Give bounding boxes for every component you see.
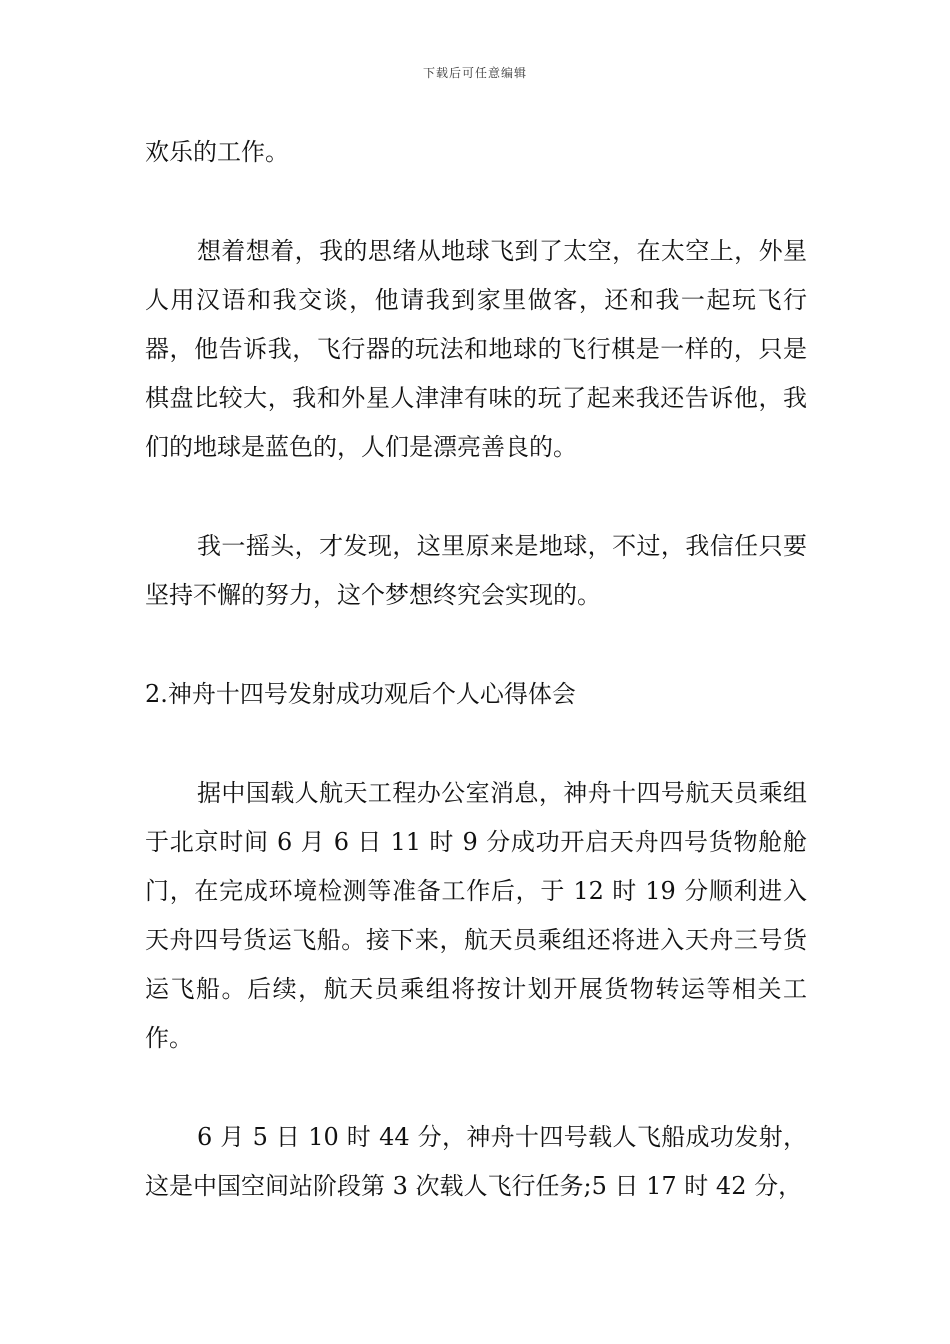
paragraph-launch-info: 6 月 5 日 10 时 44 分，神舟十四号载人飞船成功发射，这是中国空间站阶段第 3 次载人飞行任务;5 日 17 时 42 分， <box>145 1123 807 1200</box>
paragraph-wake-up: 我一摇头，才发现，这里原来是地球，不过，我信任只要坚持不懈的努力，这个梦想终究会实现的。 <box>145 532 807 609</box>
paragraph-space-dream: 想着想着，我的思绪从地球飞到了太空，在太空上，外星人用汉语和我交谈，他请我到家里做客，还和我一起玩飞行器，他告诉我，飞行器的玩法和地球的飞行棋是一样的，只是棋盘比较大，我和外星人津津有味的玩了起来我还告诉他，我们的地球是蓝色的，人们是漂亮善良的。 <box>145 237 807 461</box>
section-heading: 2.神舟十四号发射成功观后个人心得体会 <box>145 680 576 708</box>
page-header: 下载后可任意编辑 <box>422 66 527 80</box>
document-body <box>145 128 807 1211</box>
paragraph-continuation: 欢乐的工作。 <box>145 138 289 166</box>
paragraph-news-report: 据中国载人航天工程办公室消息，神舟十四号航天员乘组于北京时间 6 月 6 日 11 时 9 分成功开启天舟四号货物舱舱门，在完成环境检测等准备工作后，于 12 时 19 分顺利进入天舟四号货运飞船。接下来，航天员乘组还将进入天舟三号货运飞船。后续，航天员乘组将按计划开展货物转运等相关工作。 <box>145 779 807 1052</box>
